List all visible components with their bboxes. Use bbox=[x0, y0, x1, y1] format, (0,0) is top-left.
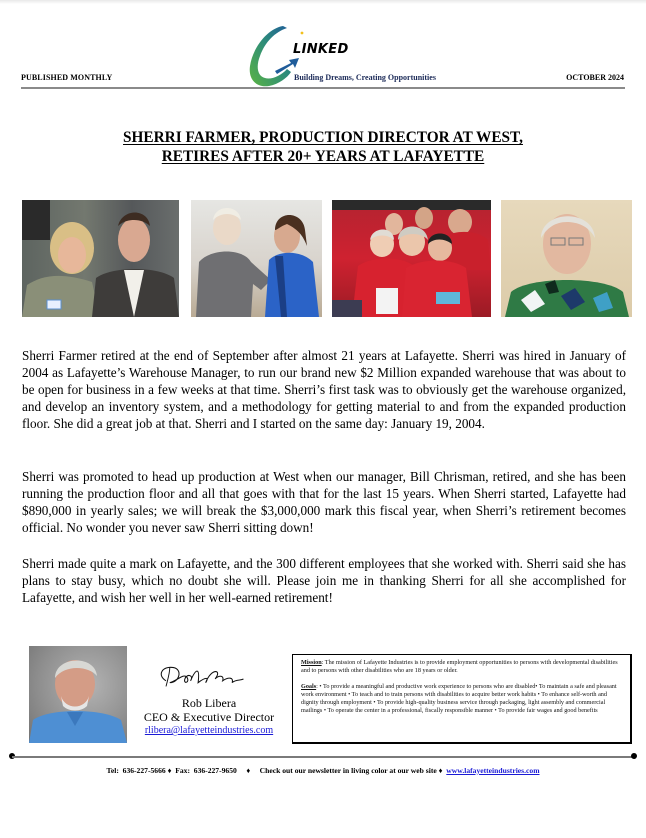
footer-divider bbox=[12, 756, 634, 758]
footer-contact bbox=[0, 766, 646, 775]
footer-contact-text: Tel: 636-227-5666 ♦ Fax: 636-227-9650 ♦ Check out our newsletter in living color at our web site ♦ bbox=[106, 766, 447, 775]
ceo-signature-block bbox=[130, 696, 288, 737]
photo-sherri-portrait bbox=[501, 200, 632, 317]
goals-text: : • To provide a meaningful and productive work experience to persons who are disabled• To maintain a safe and pleasant work environment • To teach and to train persons with disabilities to acquire better work habits • To enhance self-worth and dignity through employment • To provide high-quality business service through packaging, light assembly and commercial mailings • To operate the center in a professional, fiscally responsible manner • To provide fair wages and good benefits bbox=[301, 683, 617, 714]
ceo-headshot bbox=[29, 646, 127, 743]
publication-frequency: PUBLISHED MONTHLY bbox=[21, 73, 113, 82]
mission-text: : The mission of Lafayette Industries is to provide employment opportunities to persons with developmental disabilities and to persons with other disabilities who are 18 years or older. bbox=[301, 659, 618, 674]
photo-sherri-pinning-badge bbox=[191, 200, 322, 317]
goals-statement bbox=[301, 683, 622, 715]
rule-end-dot-icon bbox=[631, 753, 637, 759]
goals-label: Goals bbox=[301, 683, 317, 690]
article-paragraph-1: Sherri Farmer retired at the end of September after almost 21 years at Lafayette. Sherri was hired in January of 2004 as Lafayette’s Warehouse Manager, to run our brand new $2 Million expanded warehouse that was about to be open for business in a few weeks at that time. Sherri’s first task was to obviously get the warehouse organized, and develop an inventory system, and a methodology for getting material to and from the expanded production floor. She did a great job at that. Sherri and I started on the same day: January 19, 2004. bbox=[22, 348, 626, 431]
photo-sherri-with-man bbox=[22, 200, 179, 317]
website-link[interactable]: www.lafayetteindustries.com bbox=[446, 766, 540, 775]
headline-line-1: SHERRI FARMER, PRODUCTION DIRECTOR AT WEST, bbox=[123, 129, 523, 146]
mission-label: Mission bbox=[301, 659, 322, 666]
ceo-name: Rob Libera bbox=[181, 696, 237, 710]
tagline: Building Dreams, Creating Opportunities bbox=[294, 73, 436, 82]
mission-goals-box bbox=[292, 654, 632, 744]
article-paragraph-3: Sherri made quite a mark on Lafayette, and the 300 different employees that she worked with. Sherri said she has plans to stay busy, which no doubt she will. Please join me in thanking Sherri for all she accomplished for Lafayette, and wish her well in her well-earned retirement! bbox=[22, 556, 626, 605]
header-divider bbox=[21, 87, 625, 89]
article-headline bbox=[0, 128, 646, 166]
mission-statement bbox=[301, 659, 622, 675]
ceo-email-link[interactable]: rlibera@lafayetteindustries.com bbox=[144, 725, 274, 736]
article-paragraph-2: Sherri was promoted to head up production at West when our manager, Bill Chrisman, retired, and she has been running the production floor and all that goes with that for the last 15 years. When Sherri started, Lafayette had $890,000 in yearly sales; we will break the $3,000,000 mark this fiscal year, when Sherri’s retirement becomes official. No wonder you never saw Sherri sitting down! bbox=[22, 469, 626, 535]
issue-date: OCTOBER 2024 bbox=[566, 73, 624, 82]
headline-line-2: RETIRES AFTER 20+ YEARS AT LAFAYETTE bbox=[161, 148, 485, 165]
page-top-edge bbox=[0, 0, 646, 4]
ceo-title: CEO & Executive Director bbox=[143, 710, 275, 724]
logo-wordmark: LINKED bbox=[293, 42, 349, 57]
photo-ballpark-group bbox=[332, 200, 491, 317]
signature-icon bbox=[150, 660, 250, 694]
